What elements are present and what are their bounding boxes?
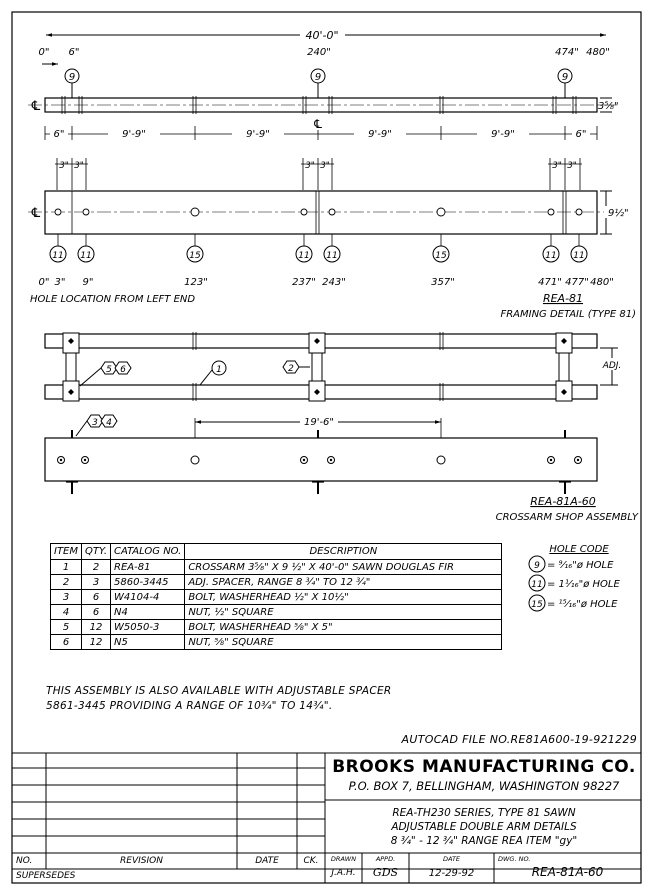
top-view	[28, 29, 620, 140]
label-0: 0"	[38, 47, 50, 58]
rev-date-header: DATE	[255, 856, 279, 866]
bom-catalog: 5860-3445	[111, 575, 185, 590]
hole-code-15: 15	[531, 600, 543, 610]
callout-11: 11	[298, 251, 310, 261]
bom-row	[51, 605, 502, 620]
bom-row	[51, 560, 502, 575]
centerline-symbol: ℄	[312, 117, 324, 131]
hole-code-9: 9	[534, 561, 540, 571]
bom-catalog: W4104-4	[111, 590, 185, 605]
bom-qty: 3	[82, 575, 111, 590]
hole-location-note: HOLE LOCATION FROM LEFT END	[30, 294, 196, 305]
bom-description: BOLT, WASHERHEAD ⅝" X 5"	[185, 620, 502, 635]
bom-row	[51, 590, 502, 605]
pos-3: 3"	[54, 277, 66, 288]
spacing-3: 3"	[567, 161, 577, 171]
hole-code-11-desc: = 1¹⁄₁₆"ø HOLE	[547, 579, 620, 590]
dim-9-9: 9'-9"	[491, 129, 515, 140]
date-value: 12-29-92	[428, 868, 475, 879]
assembly-view	[45, 332, 639, 523]
callout-6: 6	[120, 365, 126, 375]
bom-row	[51, 575, 502, 590]
bom-header-description: DESCRIPTION	[185, 544, 502, 560]
drawing-desc-2: ADJUSTABLE DOUBLE ARM DETAILS	[391, 821, 577, 833]
bom-catalog: N5	[111, 635, 185, 650]
drawing-desc-3: 8 ¾" - 12 ¾" RANGE REA ITEM "gy"	[390, 835, 578, 847]
bom-header-catalog: CATALOG NO.	[111, 544, 185, 560]
bom-item: 3	[51, 590, 82, 605]
callout-11: 11	[545, 251, 557, 261]
bom-item: 4	[51, 605, 82, 620]
pos-480: 480"	[590, 277, 614, 288]
hole-code-9-desc: = ⁹⁄₁₆"ø HOLE	[547, 560, 614, 571]
callout-11: 11	[80, 251, 92, 261]
assembly-dim: 19'-6"	[303, 417, 335, 428]
pos-357: 357"	[431, 277, 455, 288]
dim-9-9: 9'-9"	[122, 129, 146, 140]
bom-qty: 6	[82, 590, 111, 605]
bom-header	[51, 544, 502, 560]
assembly-subtitle: CROSSARM SHOP ASSEMBLY	[495, 512, 638, 523]
callout-9: 9	[561, 72, 569, 83]
height-dim: 9½"	[608, 208, 629, 219]
callout-5: 5	[106, 365, 112, 375]
bom-description: BOLT, WASHERHEAD ½" X 10½"	[185, 590, 502, 605]
bom-description: CROSSARM 3⁵⁄₈" X 9 ½" X 40'-0" SAWN DOUGLAS FIR	[185, 560, 502, 575]
bom-catalog: W5050-3	[111, 620, 185, 635]
bom-qty: 6	[82, 605, 111, 620]
bill-of-materials	[50, 543, 502, 650]
autocad-file-no: AUTOCAD FILE NO.RE81A600-19-921229	[401, 733, 637, 746]
bom-catalog: N4	[111, 605, 185, 620]
front-view	[28, 158, 636, 320]
callout-4: 4	[106, 418, 112, 428]
rev-ck-header: CK.	[303, 856, 319, 866]
dwg-no-value: REA-81A-60	[531, 865, 604, 879]
label-6: 6"	[68, 47, 80, 58]
centerline-symbol: ℄	[30, 99, 42, 114]
label-480: 480"	[586, 47, 610, 58]
callout-11: 11	[52, 251, 64, 261]
sheet-border	[12, 12, 641, 883]
hole-code-11: 11	[531, 580, 543, 590]
bom-qty: 12	[82, 635, 111, 650]
callout-9: 9	[68, 72, 76, 83]
pos-123: 123"	[184, 277, 208, 288]
dim-6-left: 6"	[53, 129, 65, 140]
framing-subtitle: FRAMING DETAIL (TYPE 81)	[500, 309, 636, 320]
appd-label: APPD.	[375, 855, 396, 863]
assembly-note-line2: 5861-3445 PROVIDING A RANGE OF 10¾" TO 14¾".	[46, 700, 333, 712]
callout-11: 11	[326, 251, 338, 261]
bom-qty: 2	[82, 560, 111, 575]
rev-revision-header: REVISION	[120, 856, 163, 866]
callout-15: 15	[435, 251, 447, 261]
bom-row	[51, 620, 502, 635]
drawn-label: DRAWN	[330, 855, 357, 863]
bom-item: 2	[51, 575, 82, 590]
company-address: P.O. BOX 7, BELLINGHAM, WASHINGTON 98227	[348, 779, 620, 793]
bom-description: NUT, ½" SQUARE	[185, 605, 502, 620]
callout-9: 9	[314, 72, 322, 83]
hole-code-title: HOLE CODE	[549, 544, 609, 555]
callout-1: 1	[216, 365, 222, 375]
crossarm-side	[45, 438, 597, 481]
appd-signature: GDS	[372, 866, 399, 879]
bom-header-qty: QTY.	[82, 544, 111, 560]
hole-code-15-desc: = ¹⁵⁄₁₆"ø HOLE	[547, 599, 618, 610]
date-label: DATE	[442, 855, 461, 863]
pos-0: 0"	[38, 277, 50, 288]
callout-3: 3	[92, 418, 98, 428]
assembly-note-line1: THIS ASSEMBLY IS ALSO AVAILABLE WITH ADJUSTABLE SPACER	[46, 685, 392, 697]
dwg-no-label: DWG. NO.	[498, 855, 531, 863]
pos-471: 471"	[538, 277, 562, 288]
dim-6-right: 6"	[575, 129, 587, 140]
bom-description: NUT, ⅝" SQUARE	[185, 635, 502, 650]
label-474: 474"	[555, 47, 579, 58]
callout-15: 15	[189, 251, 201, 261]
bom-item: 1	[51, 560, 82, 575]
supersedes-label: SUPERSEDES	[16, 871, 76, 881]
spacing-3: 3"	[305, 161, 315, 171]
bom-description: ADJ. SPACER, RANGE 8 ¾" TO 12 ¾"	[185, 575, 502, 590]
crossarm-front	[45, 191, 597, 234]
spacing-3: 3"	[74, 161, 84, 171]
bom-qty: 12	[82, 620, 111, 635]
bom-item: 5	[51, 620, 82, 635]
pos-477: 477"	[565, 277, 589, 288]
bom-header-item: ITEM	[51, 544, 82, 560]
company-name: BROOKS MANUFACTURING CO.	[332, 757, 636, 777]
spacing-3: 3"	[59, 161, 69, 171]
dim-9-9: 9'-9"	[246, 129, 270, 140]
rev-no-header: NO.	[16, 856, 33, 866]
callout-11: 11	[573, 251, 585, 261]
pos-237: 237"	[292, 277, 316, 288]
callout-2: 2	[288, 364, 294, 374]
pos-9: 9"	[82, 277, 94, 288]
dim-9-9: 9'-9"	[368, 129, 392, 140]
bom-item: 6	[51, 635, 82, 650]
assembly-title: REA-81A-60	[530, 495, 596, 508]
hole-code-legend	[529, 544, 620, 611]
spacing-3: 3"	[552, 161, 562, 171]
bom-catalog: REA-81	[111, 560, 185, 575]
label-240: 240"	[307, 47, 331, 58]
spacing-3: 3"	[320, 161, 330, 171]
drawing-desc-1: REA-TH230 SERIES, TYPE 81 SAWN	[392, 807, 576, 819]
centerline-symbol: ℄	[30, 206, 42, 221]
drawn-value: J.A.H.	[331, 868, 356, 878]
adj-label: ADJ.	[602, 361, 622, 371]
framing-title: REA-81	[542, 292, 584, 305]
depth-dim: 3⁵⁄₈"	[598, 101, 619, 112]
pos-243: 243"	[322, 277, 346, 288]
overall-length: 40'-0"	[305, 29, 339, 42]
bom-row	[51, 635, 502, 650]
